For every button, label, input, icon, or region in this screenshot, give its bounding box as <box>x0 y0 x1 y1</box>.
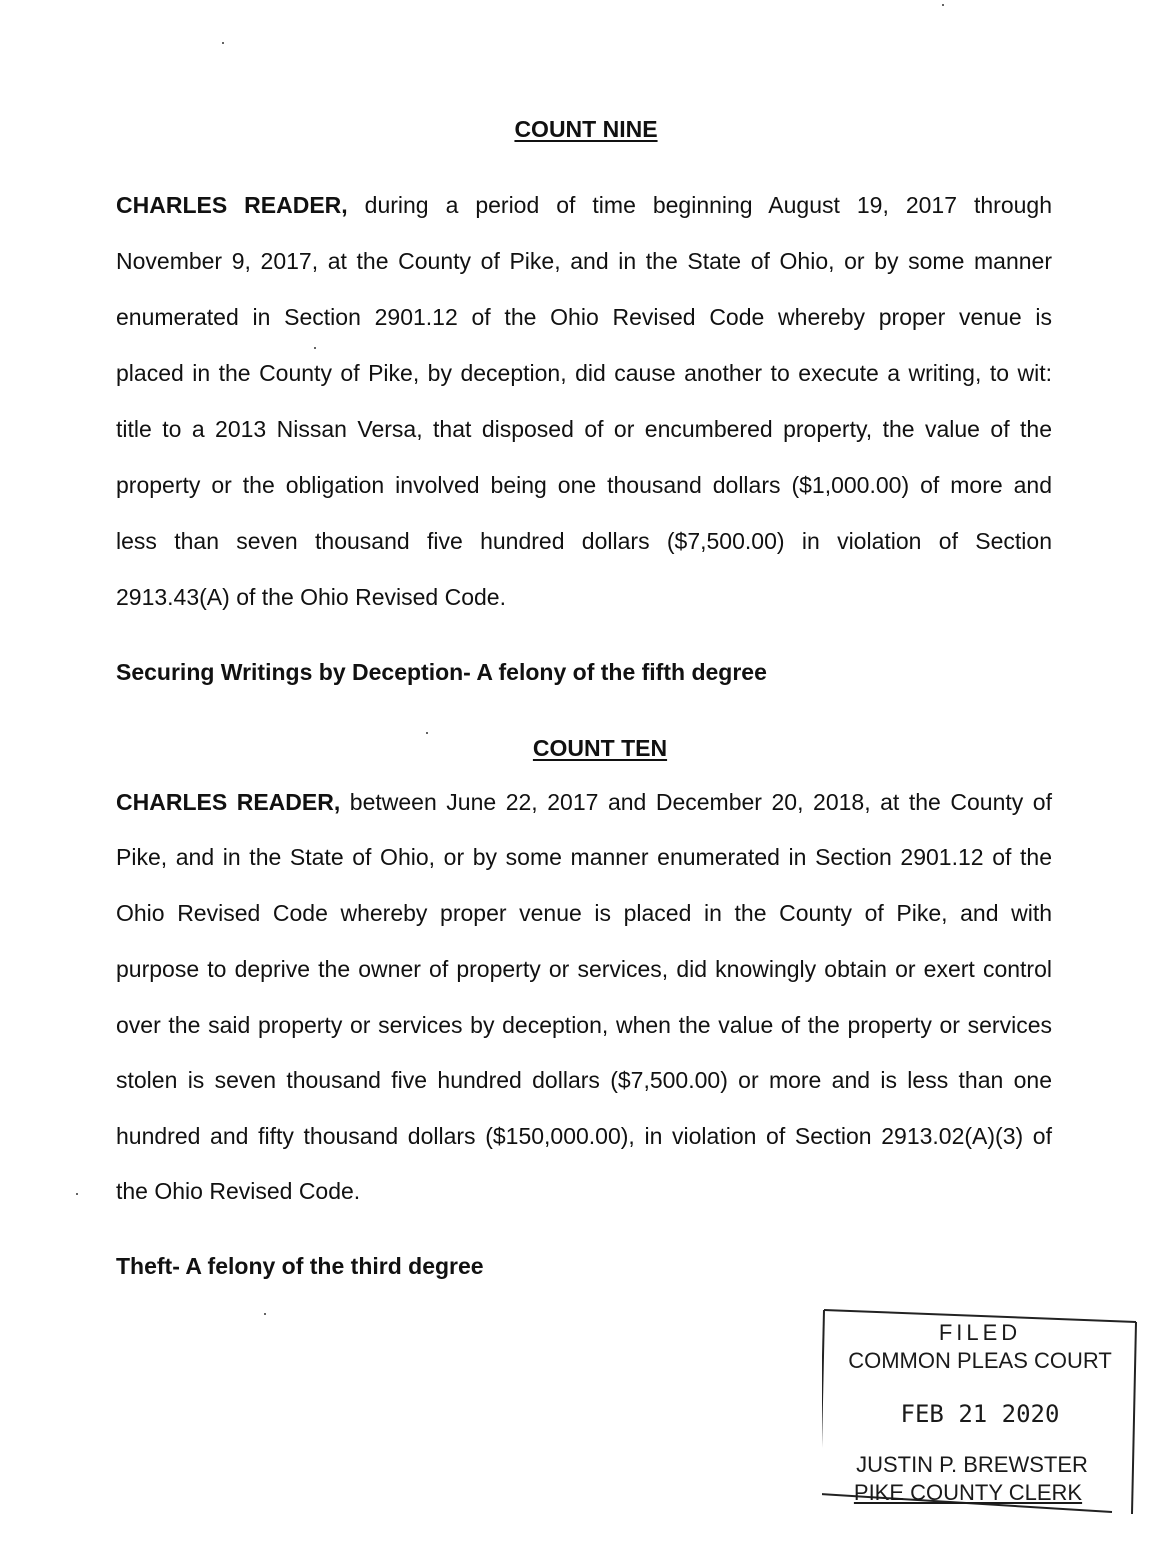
count-ten-line: Ohio Revised Code whereby proper venue is placed in the County of Pike, and with <box>116 900 1052 926</box>
defendant-name: CHARLES READER, <box>116 789 341 815</box>
count-ten-line: the Ohio Revised Code. <box>116 1178 361 1204</box>
scan-speck <box>76 1193 78 1195</box>
scan-speck <box>426 732 428 734</box>
count-nine-line: title to a 2013 Nissan Versa, that disposed of or encumbered property, the value of the <box>116 416 1052 442</box>
count-ten-line: purpose to deprive the owner of property or services, did knowingly obtain or exert control <box>116 956 1052 982</box>
count-nine-offense: Securing Writings by Deception- A felony of the fifth degree <box>116 659 767 685</box>
stamp-date: FEB 21 2020 <box>900 1400 1060 1428</box>
count-ten-line: stolen is seven thousand five hundred dollars ($7,500.00) or more and is less than one <box>116 1067 1052 1093</box>
count-ten-heading: COUNT TEN <box>532 735 668 761</box>
count-nine-line: November 9, 2017, at the County of Pike, and in the State of Ohio, or by some manner <box>116 248 1052 274</box>
filed-stamp <box>822 1308 1138 1516</box>
count-nine-line: property or the obligation involved being one thousand dollars ($1,000.00) of more and <box>116 472 1052 498</box>
count-ten-offense: Theft- A felony of the third degree <box>116 1253 484 1279</box>
count-nine-line: less than seven thousand five hundred dollars ($7,500.00) in violation of Section <box>116 528 1052 554</box>
scan-speck <box>314 347 316 349</box>
stamp-clerk-name: JUSTIN P. BREWSTER <box>856 1452 1088 1477</box>
stamp-filed: FILED <box>938 1320 1022 1345</box>
scan-speck <box>222 42 224 44</box>
count-nine-line: placed in the County of Pike, by deception, did cause another to execute a writing, to wit: <box>116 360 1052 386</box>
count-nine-heading: COUNT NINE <box>514 116 658 142</box>
count-ten-line: Pike, and in the State of Ohio, or by some manner enumerated in Section 2901.12 of the <box>116 844 1052 870</box>
count-nine-line: 2913.43(A) of the Ohio Revised Code. <box>116 584 506 610</box>
count-ten-line: hundred and fifty thousand dollars ($150,000.00), in violation of Section 2913.02(A)(3) of <box>116 1123 1052 1149</box>
scan-speck <box>942 4 944 6</box>
count-ten-line: CHARLES READER, between June 22, 2017 and December 20, 2018, at the County of <box>116 789 1052 815</box>
stamp-clerk-title: PIKE COUNTY CLERK <box>853 1480 1083 1505</box>
count-ten-line: over the said property or services by deception, when the value of the property or services <box>116 1012 1052 1038</box>
count-nine-line: enumerated in Section 2901.12 of the Ohio Revised Code whereby proper venue is <box>116 304 1052 330</box>
defendant-name: CHARLES READER, <box>116 192 348 218</box>
stamp-court: COMMON PLEAS COURT <box>848 1348 1112 1373</box>
scan-speck <box>264 1313 266 1315</box>
count-nine-line: CHARLES READER, during a period of time beginning August 19, 2017 through <box>116 192 1052 218</box>
